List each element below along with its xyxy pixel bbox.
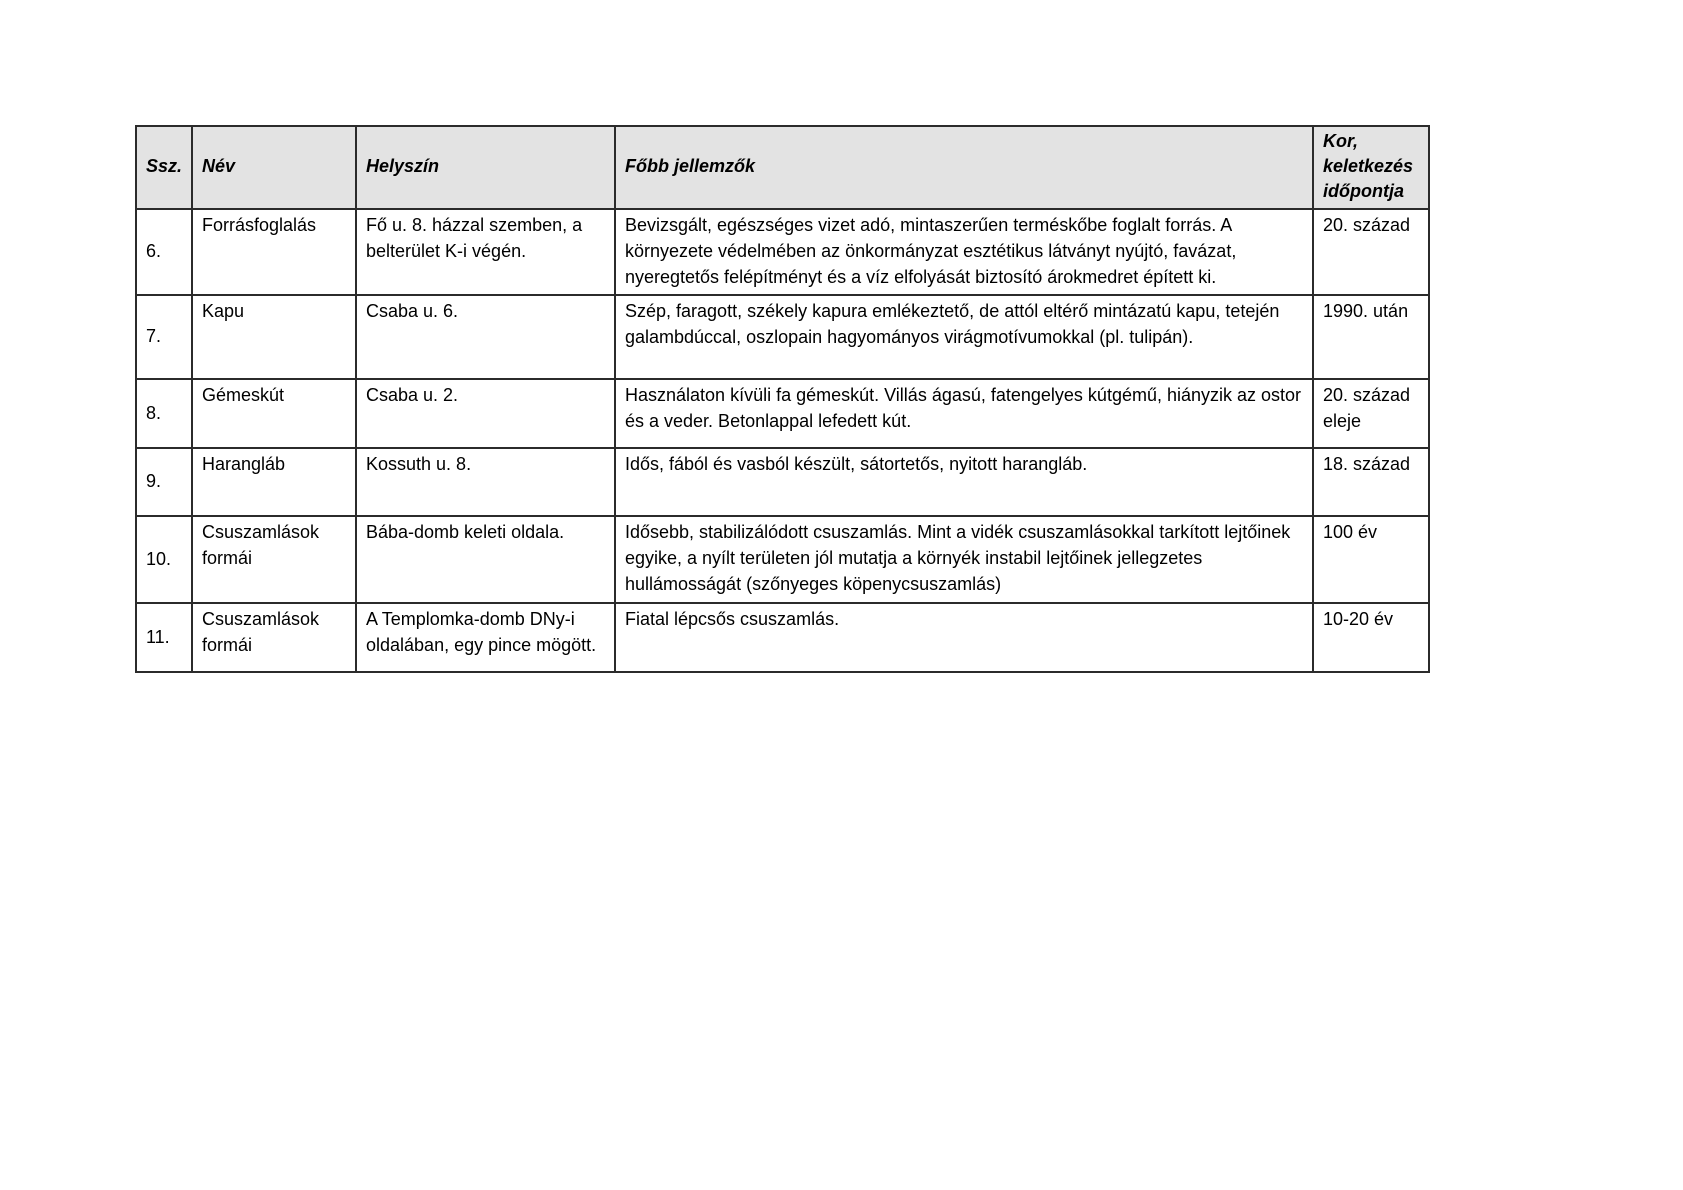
cell-jellemzok: Bevizsgált, egészséges vizet adó, mintaszerűen terméskőbe foglalt forrás. A környezete védelmében az önkormányzat esztétikus látványt nyújtó, favázat, nyeregtetős felépítményt és a víz elfolyását biztosító árokmedret épített ki. <box>615 209 1313 295</box>
cell-helyszin: Csaba u. 6. <box>356 295 615 379</box>
cell-helyszin: Csaba u. 2. <box>356 379 615 448</box>
cell-ssz: 10. <box>136 516 192 603</box>
column-header-ssz: Ssz. <box>136 126 192 209</box>
cell-nev: Csuszamlások formái <box>192 603 356 672</box>
cell-ssz: 8. <box>136 379 192 448</box>
cell-kor: 1990. után <box>1313 295 1429 379</box>
cell-helyszin: Fő u. 8. házzal szemben, a belterület K-i végén. <box>356 209 615 295</box>
cell-kor: 10-20 év <box>1313 603 1429 672</box>
cell-nev: Forrásfoglalás <box>192 209 356 295</box>
cell-jellemzok: Idősebb, stabilizálódott csuszamlás. Mint a vidék csuszamlásokkal tarkított lejtőinek egyike, a nyílt területen jól mutatja a környék instabil lejtőinek jellegzetes hullámosságát (szőnyeges köpenycsuszamlás) <box>615 516 1313 603</box>
table-header-row <box>136 126 1429 209</box>
cell-kor: 100 év <box>1313 516 1429 603</box>
cell-ssz: 6. <box>136 209 192 295</box>
cell-jellemzok: Fiatal lépcsős csuszamlás. <box>615 603 1313 672</box>
column-header-helyszin: Helyszín <box>356 126 615 209</box>
table-row <box>136 379 1429 448</box>
table-row <box>136 603 1429 672</box>
cell-jellemzok: Használaton kívüli fa gémeskút. Villás ágasú, fatengelyes kútgémű, hiányzik az ostor és a veder. Betonlappal lefedett kút. <box>615 379 1313 448</box>
column-header-kor: Kor, keletkezés időpontja <box>1313 126 1429 209</box>
cell-helyszin: Bába-domb keleti oldala. <box>356 516 615 603</box>
table-row <box>136 516 1429 603</box>
cell-helyszin: A Templomka-domb DNy-i oldalában, egy pince mögött. <box>356 603 615 672</box>
landmarks-table <box>135 125 1430 673</box>
cell-nev: Gémeskút <box>192 379 356 448</box>
cell-kor: 20. század eleje <box>1313 379 1429 448</box>
table-row <box>136 209 1429 295</box>
cell-jellemzok: Szép, faragott, székely kapura emlékeztető, de attól eltérő mintázatú kapu, tetején galambdúccal, oszlopain hagyományos virágmotívumokkal (pl. tulipán). <box>615 295 1313 379</box>
cell-nev: Csuszamlások formái <box>192 516 356 603</box>
column-header-nev: Név <box>192 126 356 209</box>
table-row <box>136 295 1429 379</box>
column-header-jellemzok: Főbb jellemzők <box>615 126 1313 209</box>
cell-kor: 20. század <box>1313 209 1429 295</box>
cell-nev: Harangláb <box>192 448 356 516</box>
cell-ssz: 11. <box>136 603 192 672</box>
cell-helyszin: Kossuth u. 8. <box>356 448 615 516</box>
cell-ssz: 9. <box>136 448 192 516</box>
cell-kor: 18. század <box>1313 448 1429 516</box>
table-row <box>136 448 1429 516</box>
cell-jellemzok: Idős, fából és vasból készült, sátortetős, nyitott harangláb. <box>615 448 1313 516</box>
cell-ssz: 7. <box>136 295 192 379</box>
cell-nev: Kapu <box>192 295 356 379</box>
